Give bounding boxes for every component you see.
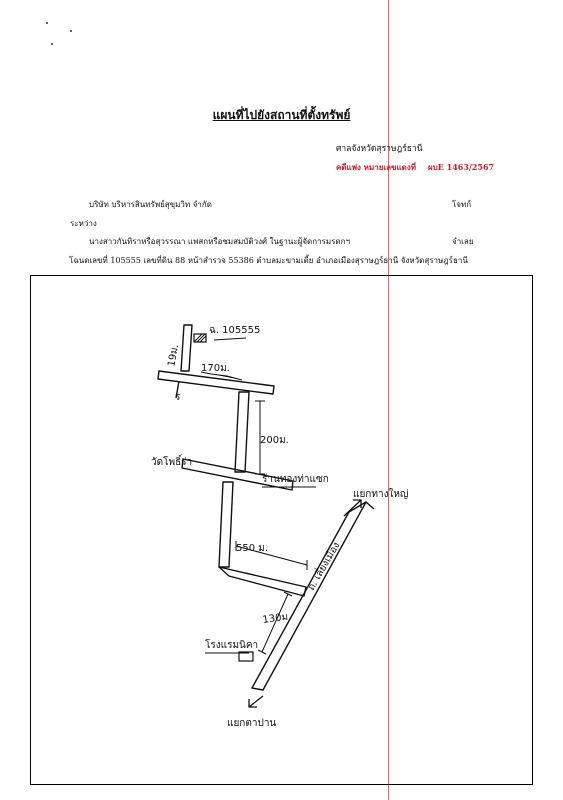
distance-200m: 200ม. [260, 435, 289, 446]
arrow-down-icon [249, 696, 263, 707]
shop-label: ร้านทองท่าแซก [262, 474, 329, 485]
distance-550m: 550 ม. [236, 543, 269, 554]
arrow-up-icon [344, 500, 361, 516]
junction-top-label: แยกทางใหญ่ [353, 489, 409, 500]
bypass-edge [366, 502, 374, 509]
label-underlines [205, 338, 316, 653]
parcel-hatch [194, 334, 206, 342]
map-frame [30, 275, 533, 785]
plaintiff-role: โจทก์ [452, 200, 472, 209]
deed-label: ฉ. 105555 [209, 325, 261, 336]
distance-170m: 170ม. [201, 363, 230, 374]
hotel-label: โรงแรมนิคา [205, 640, 259, 651]
arrows [249, 500, 361, 707]
distance-130m: 130ม. [261, 611, 292, 626]
road-label: ถ. เลี่ยงเมือง [306, 540, 343, 593]
between-label: ระหว่าง [70, 219, 97, 228]
roads [158, 325, 374, 690]
case-label: คดีแพ่ง หมายเลขแดงที่ [336, 162, 417, 172]
lane-width-label: 19ม. [166, 343, 182, 368]
page-title: แผนที่ไปยังสถานที่ตั้งทรัพย์ [212, 108, 351, 122]
road-diagonal [219, 567, 306, 596]
road-vertical-2 [219, 482, 233, 567]
lane-top [181, 325, 192, 371]
wat-label: วัดโพธิ์ร่า [151, 457, 193, 468]
case-number: ผบE 1463/2567 [428, 162, 495, 172]
property-location: โฉนดเลขที่ 105555 เลขที่ดิน 88 หน้าสำรวจ 55386 ตำบลมะขามเตี้ย อำเภอเมืองสุราษฎร์ธานี จังหวัดสุราษฎร์ธานี [69, 256, 468, 265]
road-vertical-1 [235, 392, 249, 472]
plaintiff-name: บริษัท บริหารสินทรัพย์สุขุมวิท จำกัด [89, 200, 212, 209]
court-name: ศาลจังหวัดสุราษฎร์ธานี [336, 144, 423, 154]
bypass-road [252, 502, 366, 690]
defendant-name: นางสาวกันทิราหรือสุวรรณา แพสกหรือชมสมบัติวงศ์ ในฐานะผู้จัดการมรดกฯ [89, 237, 350, 246]
junction-bottom-label: แยกตาปาน [227, 718, 277, 729]
map-drawing [31, 276, 534, 786]
small-label: ร [175, 392, 181, 403]
defendant-role: จำเลย [452, 237, 474, 246]
distance-markers [201, 372, 307, 654]
